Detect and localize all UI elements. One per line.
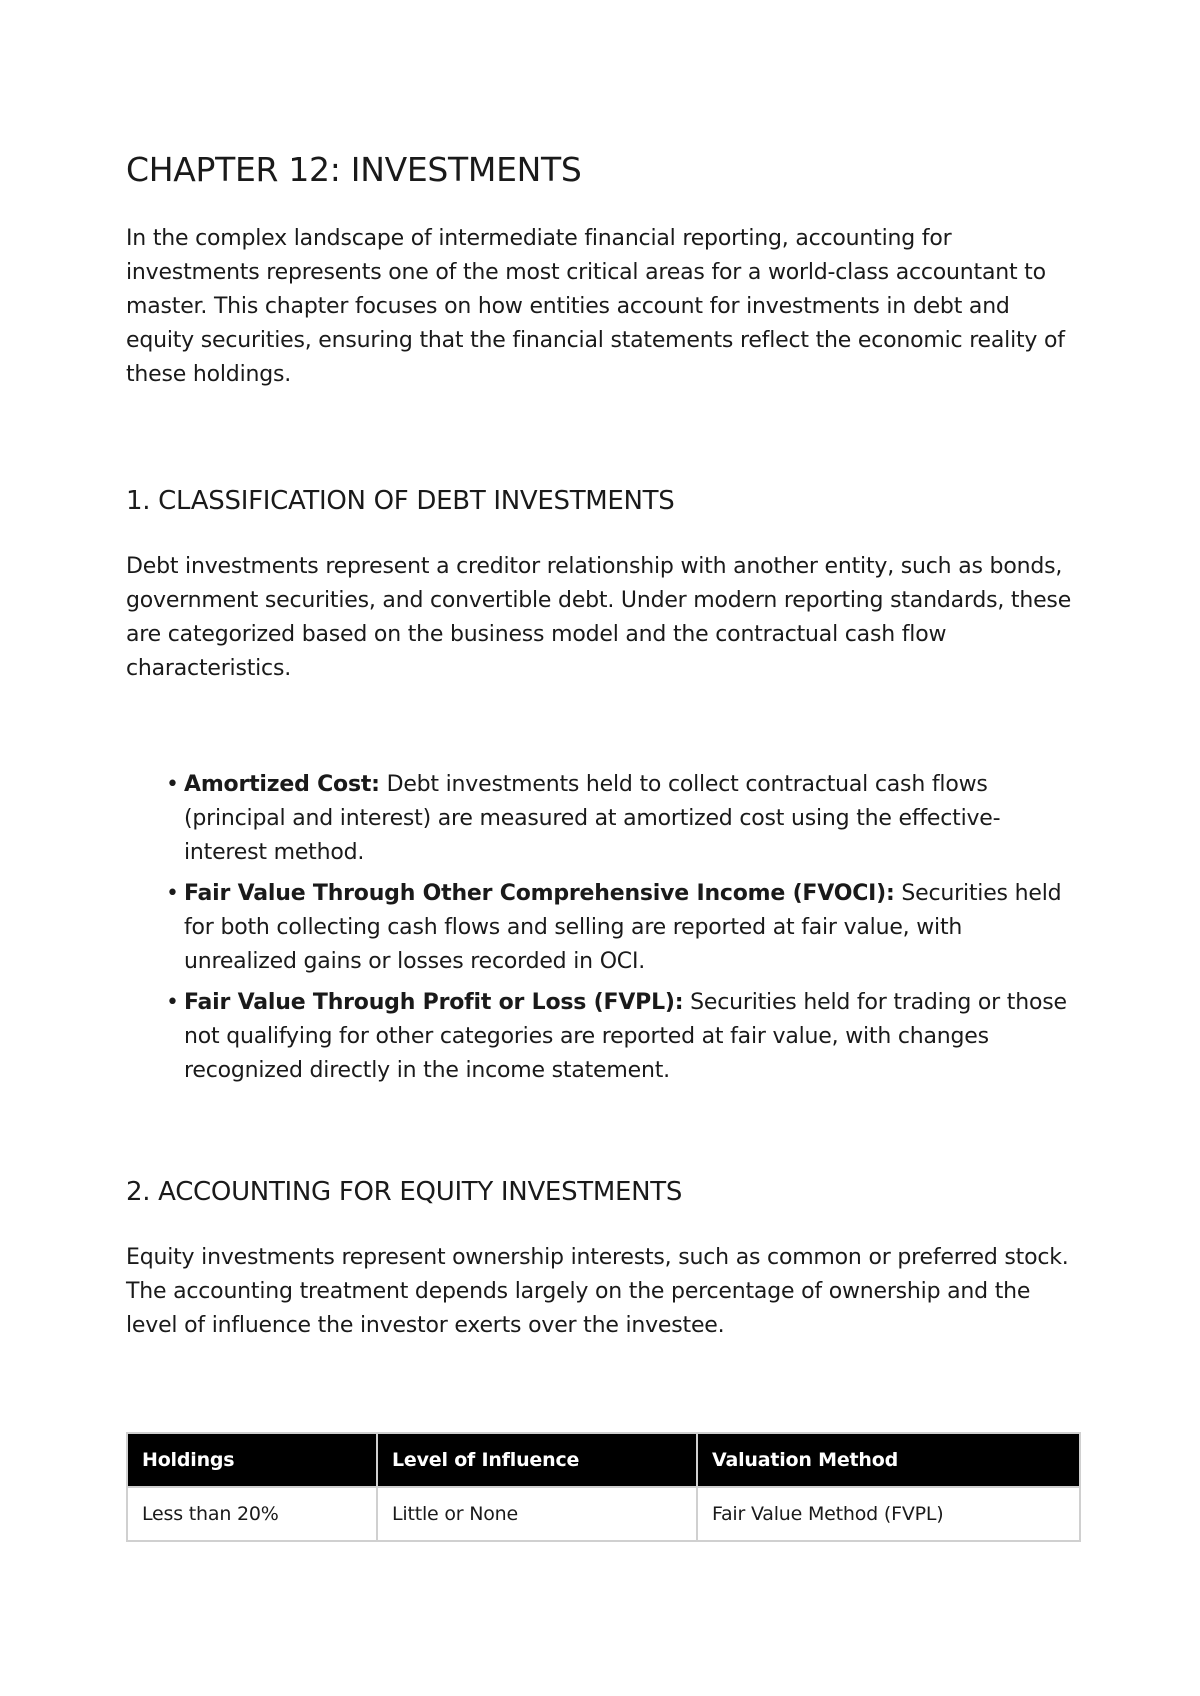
section-1-heading: 1. CLASSIFICATION OF DEBT INVESTMENTS — [126, 486, 675, 516]
table-cell: Little or None — [377, 1487, 697, 1541]
list-item — [166, 986, 1081, 1088]
table-cell: Fair Value Method (FVPL) — [697, 1487, 1080, 1541]
section-1-paragraph: Debt investments represent a creditor relationship with another entity, such as bonds, government securities, and convertible debt. Under modern reporting standards, these are categorized based on the business model and the contractual cash flow characteristics. — [126, 554, 1072, 681]
list-item — [166, 768, 1081, 870]
table-cell: Less than 20% — [127, 1487, 377, 1541]
table-header-row — [127, 1433, 1080, 1487]
bullet-text: Debt investments held to collect contractual cash flows (principal and interest) are measured at amortized cost using the effective-interest method. — [184, 772, 1001, 865]
debt-classification-list — [166, 768, 1081, 1095]
list-item — [166, 877, 1081, 979]
bullet-text: Securities held for both collecting cash flows and selling are reported at fair value, with unrealized gains or losses recorded in OCI. — [184, 881, 1062, 974]
bullet-icon: • — [166, 881, 179, 906]
bullet-icon: • — [166, 772, 179, 797]
bullet-icon: • — [166, 990, 179, 1015]
header-valuation-method: Valuation Method — [697, 1433, 1080, 1487]
table-row — [127, 1487, 1080, 1541]
equity-holdings-table — [126, 1432, 1081, 1542]
section-2-paragraph: Equity investments represent ownership interests, such as common or preferred stock. The accounting treatment depends largely on the percentage of ownership and the level of influence the investor exerts over the investee. — [126, 1245, 1069, 1338]
intro-paragraph: In the complex landscape of intermediate financial reporting, accounting for investments represents one of the most critical areas for a world-class accountant to master. This chapter focuses on how entities account for investments in debt and equity securities, ensuring that the financial statements reflect the economic reality of these holdings. — [126, 226, 1065, 387]
chapter-title: CHAPTER 12: INVESTMENTS — [126, 150, 582, 189]
section-2-heading: 2. ACCOUNTING FOR EQUITY INVESTMENTS — [126, 1177, 683, 1207]
bullet-text: Securities held for trading or those not qualifying for other categories are reported at fair value, with changes recognized directly in the income statement. — [184, 990, 1067, 1083]
bullet-term: Fair Value Through Other Comprehensive Income (FVOCI): — [184, 881, 895, 906]
header-level-of-influence: Level of Influence — [377, 1433, 697, 1487]
bullet-term: Amortized Cost: — [184, 772, 380, 797]
bullet-term: Fair Value Through Profit or Loss (FVPL): — [184, 990, 684, 1015]
header-holdings: Holdings — [127, 1433, 377, 1487]
